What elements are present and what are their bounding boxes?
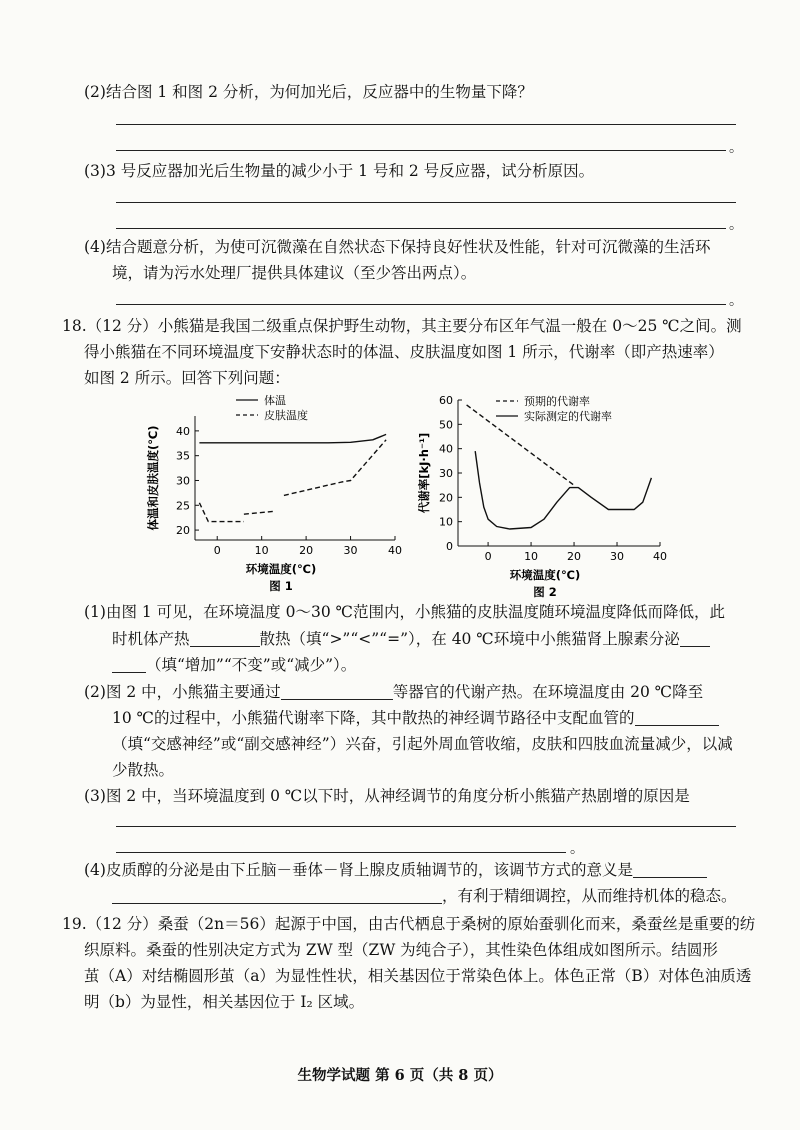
y-tick-label: 50 bbox=[439, 418, 453, 432]
q18-s1-text-b: 散热（填“>”“<”“=”），在 40 ℃环境中小熊猫肾上腺素分泌 bbox=[259, 630, 680, 648]
y-tick-label: 40 bbox=[439, 442, 453, 456]
series-line-dashed bbox=[199, 503, 244, 522]
y-tick-label: 0 bbox=[446, 540, 453, 553]
y-tick-label: 60 bbox=[439, 394, 453, 407]
x-tick-label: 20 bbox=[299, 544, 314, 557]
x-axis-label: 环境温度(℃) bbox=[509, 568, 581, 582]
y-tick-label: 30 bbox=[176, 474, 190, 488]
q18-s2-line2 bbox=[112, 707, 719, 729]
y-tick-label: 25 bbox=[176, 499, 190, 513]
q18-s2-text-a: (2)图 2 中，小熊猫主要通过 bbox=[84, 683, 281, 701]
x-tick-label: 30 bbox=[343, 544, 358, 557]
legend-label: 实际测定的代谢率 bbox=[524, 410, 612, 423]
q18-s2-text-b: 等器官的代谢产热。在环境温度由 20 ℃降至 bbox=[392, 683, 704, 701]
period-mark: 。 bbox=[729, 217, 743, 233]
series-line-dashed bbox=[284, 440, 386, 496]
x-tick-label: 0 bbox=[484, 550, 492, 563]
answer-line bbox=[116, 202, 736, 203]
y-tick-label: 10 bbox=[439, 515, 453, 529]
q18-s2-text-c: 10 ℃的过程中，小熊猫代谢率下降，其中散热的神经调节路径中支配血管的 bbox=[112, 709, 635, 727]
q19-line2: 织原料。桑蚕的性别决定方式为 ZW 型（ZW 为纯合子），其性染色体组成如图所示。结圆形 bbox=[84, 941, 718, 959]
q18-s1-line3 bbox=[112, 654, 356, 676]
q19-line3: 茧（A）对结椭圆形茧（a）为显性性状，相关基因位于常染色体上。体色正常（B）对体色油质透 bbox=[84, 967, 752, 985]
q18-s2-line3: （填“交感神经”或“副交感神经”）兴奋，引起外周血管收缩，皮肤和四肢血流量减少，以减 bbox=[112, 735, 733, 753]
fill-blank bbox=[635, 709, 719, 726]
x-tick-label: 10 bbox=[524, 550, 539, 563]
fill-blank bbox=[112, 656, 146, 673]
figure-caption: 图 1 bbox=[269, 579, 293, 593]
figure-1-chart bbox=[140, 388, 430, 598]
q17-part4-line2: 境，请为污水处理厂提供具体建议（至少答出两点）。 bbox=[112, 264, 477, 282]
q19-line1: 19.（12 分）桑蚕（2n＝56）起源于中国，由古代栖息于桑树的原始蚕驯化而来，桑蚕丝是重要的纺 bbox=[62, 915, 756, 933]
period-mark: 。 bbox=[729, 293, 743, 309]
x-tick-label: 40 bbox=[388, 544, 402, 557]
answer-line bbox=[116, 852, 566, 853]
legend-label: 预期的代谢率 bbox=[524, 395, 590, 408]
q18-s3-line1: (3)图 2 中，当环境温度到 0 ℃以下时，从神经调节的角度分析小熊猫产热剧增的原因是 bbox=[84, 787, 690, 805]
period-mark: 。 bbox=[570, 841, 584, 857]
answer-line bbox=[116, 124, 736, 125]
q18-intro-line3: 如图 2 所示。回答下列问题： bbox=[84, 369, 290, 387]
q17-part3: (3)3 号反应器加光后生物量的减少小于 1 号和 2 号反应器，试分析原因。 bbox=[84, 162, 595, 180]
q18-s2-line1 bbox=[84, 681, 703, 703]
y-tick-label: 40 bbox=[176, 424, 190, 438]
x-tick-label: 30 bbox=[610, 550, 625, 563]
fill-blank bbox=[112, 887, 442, 904]
q18-s4-text-b: ，有利于精细调控，从而维持机体的稳态。 bbox=[442, 887, 737, 905]
y-axis-label: 体温和皮肤温度(℃) bbox=[146, 425, 160, 531]
q18-s1-line1: (1)由图 1 可见，在环境温度 0～30 ℃范围内，小熊猫的皮肤温度随环境温度降低而降低，此 bbox=[84, 603, 725, 621]
fill-blank bbox=[190, 630, 260, 647]
series-line-solid bbox=[199, 434, 386, 442]
y-axis-label: 代谢率[kJ·h⁻¹] bbox=[417, 432, 431, 514]
figure-caption: 图 2 bbox=[533, 585, 557, 598]
y-tick-label: 30 bbox=[439, 467, 453, 480]
legend-label: 体温 bbox=[264, 394, 286, 407]
answer-line bbox=[116, 228, 726, 229]
fill-blank bbox=[680, 630, 710, 647]
x-tick-label: 10 bbox=[254, 544, 269, 557]
answer-line bbox=[116, 826, 736, 827]
y-tick-label: 20 bbox=[439, 491, 453, 505]
x-axis-label: 环境温度(℃) bbox=[245, 562, 317, 576]
fill-blank bbox=[633, 861, 707, 878]
q18-s4-line1 bbox=[84, 859, 707, 881]
x-tick-label: 40 bbox=[653, 550, 667, 563]
series-line-solid bbox=[475, 451, 651, 529]
q18-s2-line4: 少散热。 bbox=[112, 761, 175, 779]
fill-blank bbox=[281, 683, 393, 700]
q18-s1-text-c: （填“增加”“不变”或“减少”）。 bbox=[146, 656, 357, 674]
answer-line bbox=[116, 150, 726, 151]
y-tick-label: 35 bbox=[176, 449, 190, 463]
period-mark: 。 bbox=[729, 140, 743, 156]
q18-s1-line2 bbox=[112, 628, 710, 650]
q19-line4: 明（b）为显性，相关基因位于 Ⅰ₂ 区域。 bbox=[84, 993, 365, 1011]
legend-label: 皮肤温度 bbox=[264, 409, 308, 422]
q17-part2: (2)结合图 1 和图 2 分析，为何加光后，反应器中的生物量下降？ bbox=[84, 83, 533, 101]
q18-s1-text-a: 时机体产热 bbox=[112, 630, 190, 648]
y-tick-label: 20 bbox=[176, 524, 190, 538]
answer-line bbox=[116, 304, 726, 305]
q18-s4-line2 bbox=[112, 885, 737, 907]
figure-2-chart bbox=[410, 388, 680, 598]
q18-s4-text-a: (4)皮质醇的分泌是由下丘脑－垂体－肾上腺皮质轴调节的，该调节方式的意义是 bbox=[84, 861, 633, 879]
series-line-dashed bbox=[244, 511, 275, 514]
x-tick-label: 20 bbox=[567, 550, 582, 563]
q18-intro-line1: 18.（12 分）小熊猫是我国二级重点保护野生动物，其主要分布区年气温一般在 0～25 ℃之间。测 bbox=[62, 317, 742, 335]
q18-intro-line2: 得小熊猫在不同环境温度下安静状态时的体温、皮肤温度如图 1 所示，代谢率（即产热速率） bbox=[84, 343, 724, 361]
page-footer: 生物学试题 第 6 页（共 8 页） bbox=[297, 1067, 503, 1084]
q17-part4-line1: (4)结合题意分析，为使可沉微藻在自然状态下保持良好性状及性能，针对可沉微藻的生活环 bbox=[84, 238, 711, 256]
x-tick-label: 0 bbox=[213, 544, 221, 557]
